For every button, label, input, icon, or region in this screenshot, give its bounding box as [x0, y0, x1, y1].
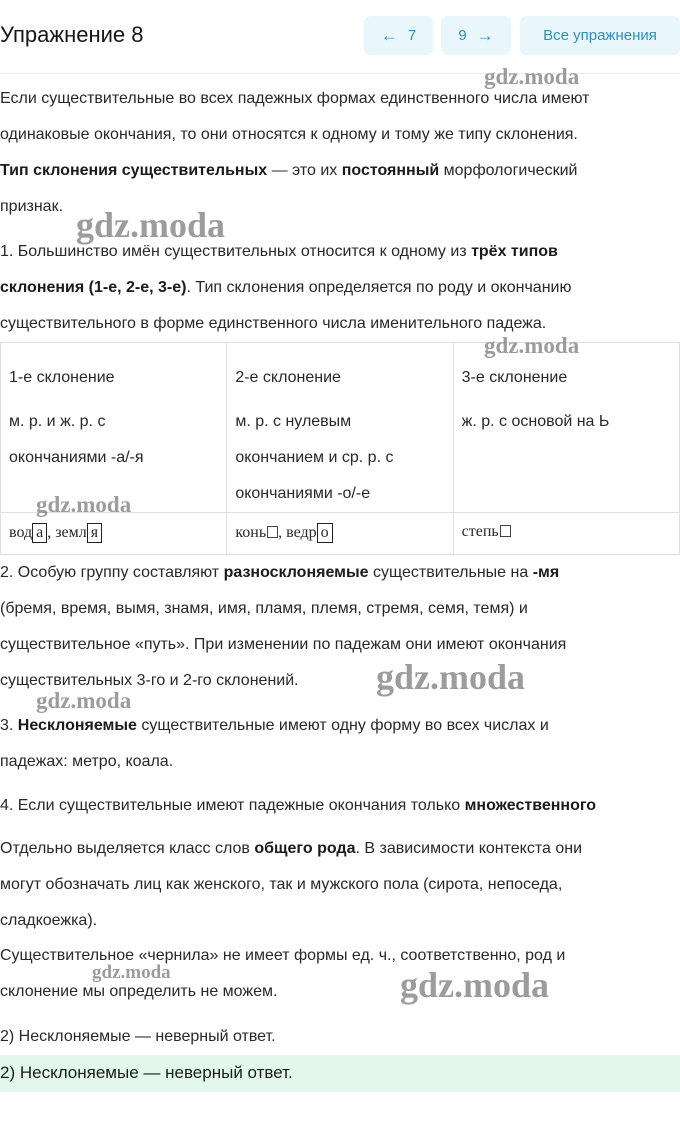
paragraph-2-line-1: Тип склонения существительных — это их постоянный морфологический	[0, 162, 578, 179]
paragraph-2-line-2: признак.	[0, 198, 64, 215]
term-indeclinable: Несклоняемые	[17, 717, 137, 734]
term-plural: множественного	[464, 797, 597, 814]
paragraph-7-line-3: сладкоежка).	[0, 912, 98, 929]
page-header	[0, 0, 680, 74]
term-declension-type: Тип склонения существительных	[0, 162, 268, 179]
term-common-gender: общего рода	[254, 840, 356, 857]
watermark: gdz.moda	[92, 962, 171, 983]
paragraph-4-line-1: 2. Особую группу составляют разносклоняемые существительные на -мя	[0, 564, 560, 581]
term-constant: постоянный	[341, 162, 440, 179]
paragraph-8-line-2: склонение мы определить не можем.	[0, 983, 278, 1000]
watermark: gdz.moda	[76, 205, 226, 245]
page-title: Упражнение 8	[0, 22, 144, 47]
paragraph-4-line-3: существительное «путь». При изменении по падежам они имеют окончания	[0, 636, 567, 653]
watermark: gdz.moda	[36, 492, 132, 517]
paragraph-1-line-2: одинаковые окончания, то они относятся к одному и тому же типу склонения.	[0, 126, 578, 143]
watermark: gdz.moda	[400, 965, 550, 1005]
table-cell-declension-3: 3-е склонение ж. р. с основой на Ь	[453, 343, 679, 513]
watermark: gdz.moda	[36, 688, 132, 713]
table-cell-declension-1: 1-е склонение м. р. и ж. р. с окончаниями -а/-я	[1, 343, 227, 513]
watermark: gdz.moda	[376, 657, 526, 697]
table-row	[1, 513, 680, 555]
zero-ending-box	[500, 525, 511, 537]
paragraph-1-line-1: Если существительные во всех падежных формах единственного числа имеют	[0, 90, 590, 107]
term-mya-suffix: -мя	[532, 564, 560, 581]
paragraph-5-line-1: 3. Несклоняемые существительные имеют одну форму во всех числах и	[0, 717, 549, 734]
term-heteroclitic: разносклоняемые	[223, 564, 369, 581]
next-exercise-label: 9	[458, 27, 467, 44]
watermark: gdz.moda	[484, 64, 580, 89]
ending-box: о	[317, 523, 333, 543]
arrow-left-icon: ←	[380, 26, 398, 45]
next-exercise-button[interactable]	[441, 16, 511, 55]
paragraph-6-line-1: 4. Если существительные имеют падежные окончания только множественного	[0, 797, 597, 814]
paragraph-4-line-4: существительных 3-го и 2-го склонений.	[0, 672, 299, 689]
table-cell-examples-2: конь , ведр о	[227, 513, 453, 555]
zero-ending-box	[267, 526, 278, 538]
prev-exercise-label: 7	[407, 27, 417, 44]
table-cell-declension-2: 2-е склонение м. р. с нулевым окончанием и ср. р. с окончаниями -о/-е	[227, 343, 453, 513]
term-declensions: склонения (1-е, 2-е, 3-е)	[0, 279, 187, 296]
arrow-right-icon: →	[476, 26, 494, 45]
table-row	[1, 343, 680, 513]
paragraph-4-line-2: (бремя, время, вымя, знамя, имя, пламя, племя, стремя, семя, темя) и	[0, 600, 528, 617]
all-exercises-button[interactable]: Все упражнения	[520, 16, 680, 55]
paragraph-7-line-1: Отдельно выделяется класс слов общего рода. В зависимости контекста они	[0, 840, 582, 857]
declension-table	[0, 342, 680, 555]
paragraph-3-line-1: 1. Большинство имён существительных относится к одному из трёх типов	[0, 243, 558, 260]
prev-exercise-button[interactable]	[364, 16, 433, 55]
ending-box: а	[32, 523, 47, 543]
correct-answer-banner: 2) Несклоняемые — неверный ответ.	[0, 1055, 680, 1092]
answer-text: 2) Несклоняемые — неверный ответ.	[0, 1028, 276, 1045]
paragraph-5-line-2: падежах: метро, коала.	[0, 753, 174, 770]
paragraph-8-line-1: Существительное «чернила» не имеет формы ед. ч., соответственно, род и	[0, 947, 566, 964]
paragraph-7-line-2: могут обозначать лиц как женского, так и мужского пола (сирота, непоседа,	[0, 876, 563, 893]
ending-box: я	[87, 523, 102, 543]
watermark: gdz.moda	[484, 333, 580, 358]
table-cell-examples-3: степь	[453, 513, 679, 555]
table-cell-examples-1: вод а , земл я	[1, 513, 227, 555]
paragraph-3-line-3: существительного в форме единственного числа именительного падежа.	[0, 315, 547, 332]
paragraph-3-line-2: склонения (1-е, 2-е, 3-е). Тип склонения определяется по роду и окончанию	[0, 279, 572, 296]
term-three-types: трёх типов	[471, 243, 558, 260]
